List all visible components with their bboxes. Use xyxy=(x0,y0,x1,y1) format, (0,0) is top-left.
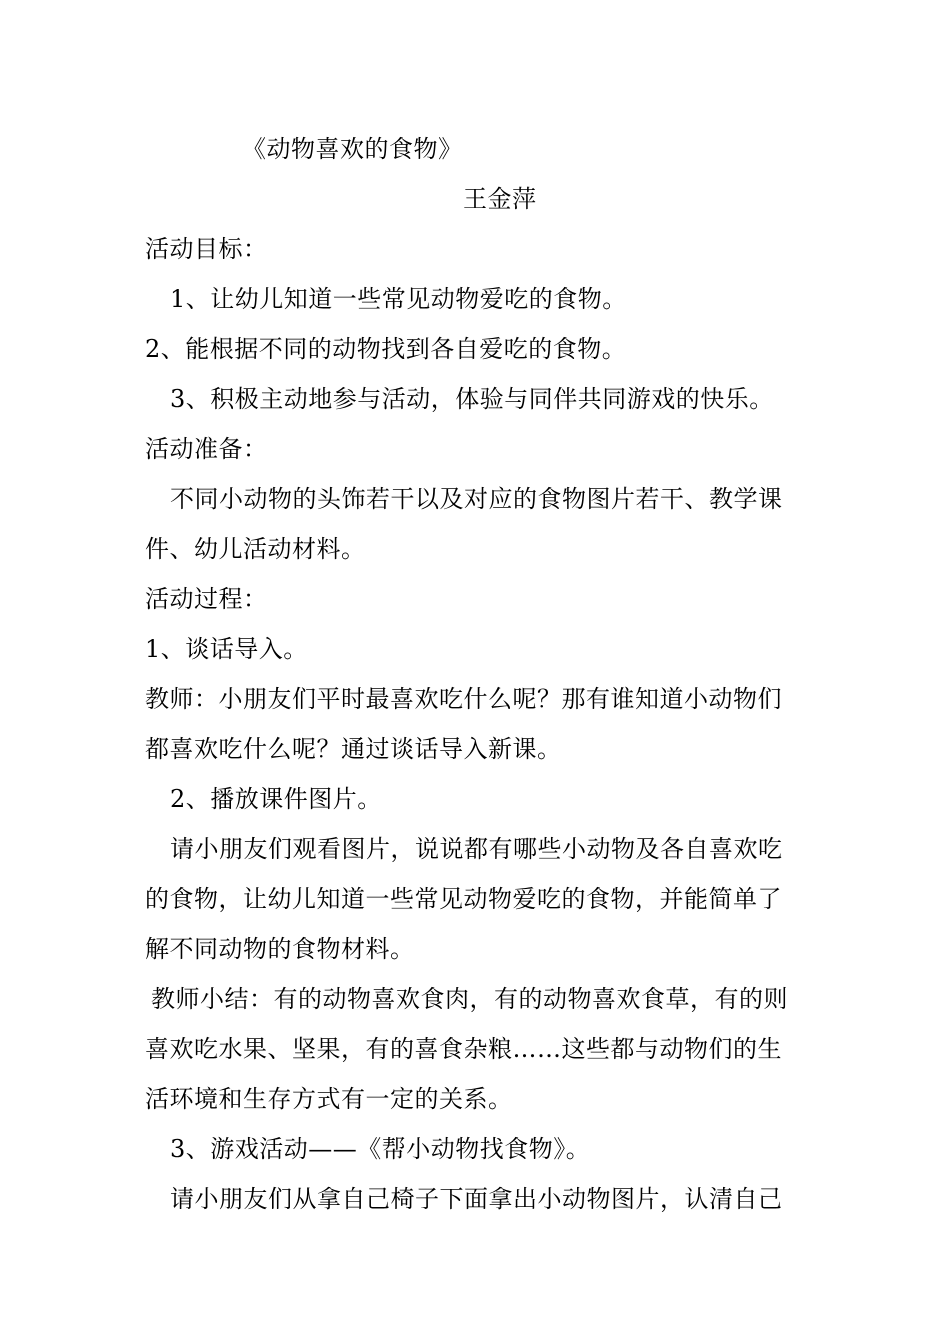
teacher-summary-line-1: 教师小结：有的动物喜欢食肉，有的动物喜欢食草，有的则 xyxy=(151,985,788,1013)
goal-item-1: 1、让幼儿知道一些常见动物爱吃的食物。 xyxy=(170,285,627,313)
teacher-summary-line-3: 活环境和生存方式有一定的关系。 xyxy=(145,1085,513,1113)
goal-item-3: 3、积极主动地参与活动，体验与同伴共同游戏的快乐。 xyxy=(170,385,774,413)
section-heading-goals: 活动目标： xyxy=(145,235,268,263)
process-step-2: 2、播放课件图片。 xyxy=(170,785,382,813)
section-heading-process: 活动过程： xyxy=(145,585,268,613)
preparation-text-line-1: 不同小动物的头饰若干以及对应的食物图片若干、教学课 xyxy=(170,485,783,513)
section-heading-preparation: 活动准备： xyxy=(145,435,268,463)
teacher-dialogue-line-2: 都喜欢吃什么呢？通过谈话导入新课。 xyxy=(145,735,562,763)
teacher-dialogue-line-1: 教师：小朋友们平时最喜欢吃什么呢？那有谁知道小动物们 xyxy=(145,685,782,713)
document-author: 王金萍 xyxy=(463,185,537,213)
step-3-text-line-1: 请小朋友们从拿自己椅子下面拿出小动物图片，认清自己 xyxy=(170,1185,783,1213)
step-2-text-line-2: 的食物，让幼儿知道一些常见动物爱吃的食物，并能简单了 xyxy=(145,885,782,913)
teacher-summary-line-2: 喜欢吃水果、坚果，有的喜食杂粮……这些都与动物们的生 xyxy=(145,1035,782,1063)
goal-item-2: 2、能根据不同的动物找到各自爱吃的食物。 xyxy=(145,335,627,363)
document-title: 《动物喜欢的食物》 xyxy=(242,135,463,163)
step-2-text-line-3: 解不同动物的食物材料。 xyxy=(145,935,415,963)
step-2-text-line-1: 请小朋友们观看图片，说说都有哪些小动物及各自喜欢吃 xyxy=(170,835,783,863)
preparation-text-line-2: 件、幼儿活动材料。 xyxy=(145,535,366,563)
process-step-1: 1、谈话导入。 xyxy=(145,635,308,663)
process-step-3: 3、游戏活动——《帮小动物找食物》。 xyxy=(170,1135,591,1163)
